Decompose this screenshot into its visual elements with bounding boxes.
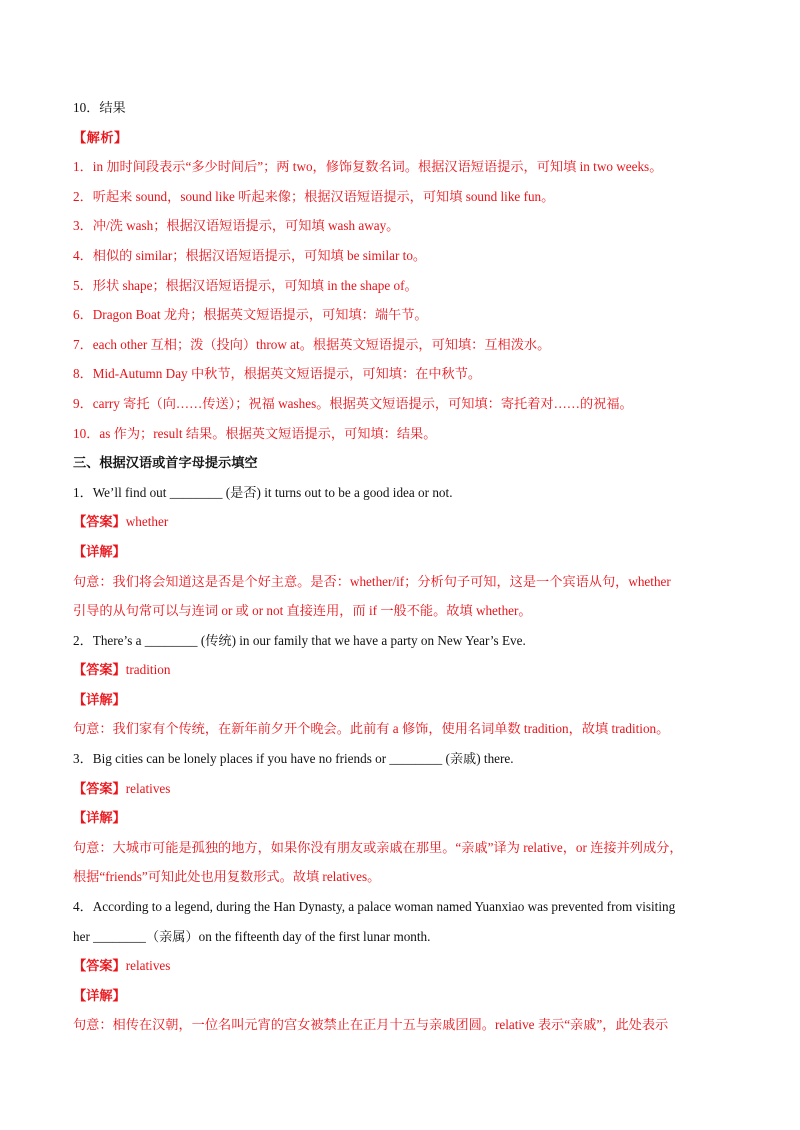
analysis-item-8: 8．Mid-Autumn Day 中秋节，根据英文短语提示，可知填：在中秋节。 <box>73 366 482 382</box>
question-text: 2．There’s a ________ (传统) in our family that we have a party on New Year’s Eve. <box>73 632 526 648</box>
question-block-1 <box>73 478 733 626</box>
detail-label: 【详解】 <box>73 987 126 1003</box>
section-title: 三、根据汉语或首字母提示填空 <box>73 455 258 471</box>
question-block-4 <box>73 892 733 1040</box>
answer-line <box>73 774 733 804</box>
analysis-item-6: 6．Dragon Boat 龙舟；根据英文短语提示，可知填：端午节。 <box>73 307 428 323</box>
detail-label: 【详解】 <box>73 543 126 559</box>
analysis-item-7: 7．each other 互相；泼（投向）throw at。根据英文短语提示，可知填：互相泼水。 <box>73 336 551 352</box>
analysis-item-5: 5．形状 shape；根据汉语短语提示，可知填 in the shape of。 <box>73 277 418 293</box>
analysis-item-3: 3．冲/洗 wash；根据汉语短语提示，可知填 wash away。 <box>73 218 400 234</box>
answer-value: relatives <box>125 780 171 796</box>
answer-label: 【答案】 <box>73 780 126 796</box>
question-text: 3．Big cities can be lonely places if you have no friends or ________ (亲戚) there. <box>73 751 514 767</box>
answer-line <box>73 951 733 981</box>
question-text-continued: her ________（亲属）on the fifteenth day of the first lunar month. <box>73 928 431 944</box>
detail-line: 引导的从句常可以与连词 or 或 or not 直接连用，而 if 一般不能。故填 whether。 <box>73 603 532 619</box>
analysis-item-4: 4．相似的 similar；根据汉语短语提示，可知填 be similar to。 <box>73 247 427 263</box>
detail-label: 【详解】 <box>73 810 126 826</box>
analysis-heading: 【解析】 <box>73 129 128 145</box>
detail-line: 句意：大城市可能是孤独的地方，如果你没有朋友或亲戚在那里。“亲戚”译为 relative，or 连接并列成分， <box>73 839 683 855</box>
item-10-result: 10．结果 <box>73 100 126 115</box>
answer-label: 【答案】 <box>73 514 126 530</box>
question-block-2 <box>73 626 733 744</box>
analysis-list <box>73 152 733 448</box>
detail-line: 句意：相传在汉朝，一位名叫元宵的宫女被禁止在正月十五与亲戚团圆。relative 表示“亲戚”，此处表示 <box>73 1017 669 1033</box>
answer-value: relatives <box>125 958 171 974</box>
document-page <box>73 93 733 1040</box>
answer-value: tradition <box>125 662 171 678</box>
answer-line <box>73 655 733 685</box>
analysis-item-10: 10．as 作为；result 结果。根据英文短语提示，可知填：结果。 <box>73 425 437 441</box>
answer-line <box>73 507 733 537</box>
question-block-3 <box>73 744 733 892</box>
question-text: 1．We’ll find out ________ (是否) it turns out to be a good idea or not. <box>73 484 453 500</box>
analysis-item-1: 1．in 加时间段表示“多少时间后”；两 two，修饰复数名词。根据汉语短语提示，可知填 in two weeks。 <box>73 159 663 175</box>
answer-label: 【答案】 <box>73 662 126 678</box>
question-text: 4．According to a legend, during the Han Dynasty, a palace woman named Yuanxiao was prevented from visiting <box>73 899 676 915</box>
analysis-item-2: 2．听起来 sound，sound like 听起来像；根据汉语短语提示，可知填 sound like fun。 <box>73 188 555 204</box>
detail-line: 句意：我们家有个传统，在新年前夕开个晚会。此前有 a 修饰，使用名词单数 tradition，故填 tradition。 <box>73 721 670 737</box>
detail-line: 句意：我们将会知道这是否是个好主意。是否：whether/if；分析句子可知，这是一个宾语从句，whether <box>73 573 671 589</box>
answer-label: 【答案】 <box>73 958 126 974</box>
answer-value: whether <box>125 514 169 530</box>
detail-label: 【详解】 <box>73 691 126 707</box>
analysis-item-9: 9．carry 寄托（向……传送）；祝福 washes。根据英文短语提示，可知填：寄托着对……的祝福。 <box>73 395 633 411</box>
detail-line: 根据“friends”可知此处也用复数形式。故填 relatives。 <box>73 869 381 885</box>
